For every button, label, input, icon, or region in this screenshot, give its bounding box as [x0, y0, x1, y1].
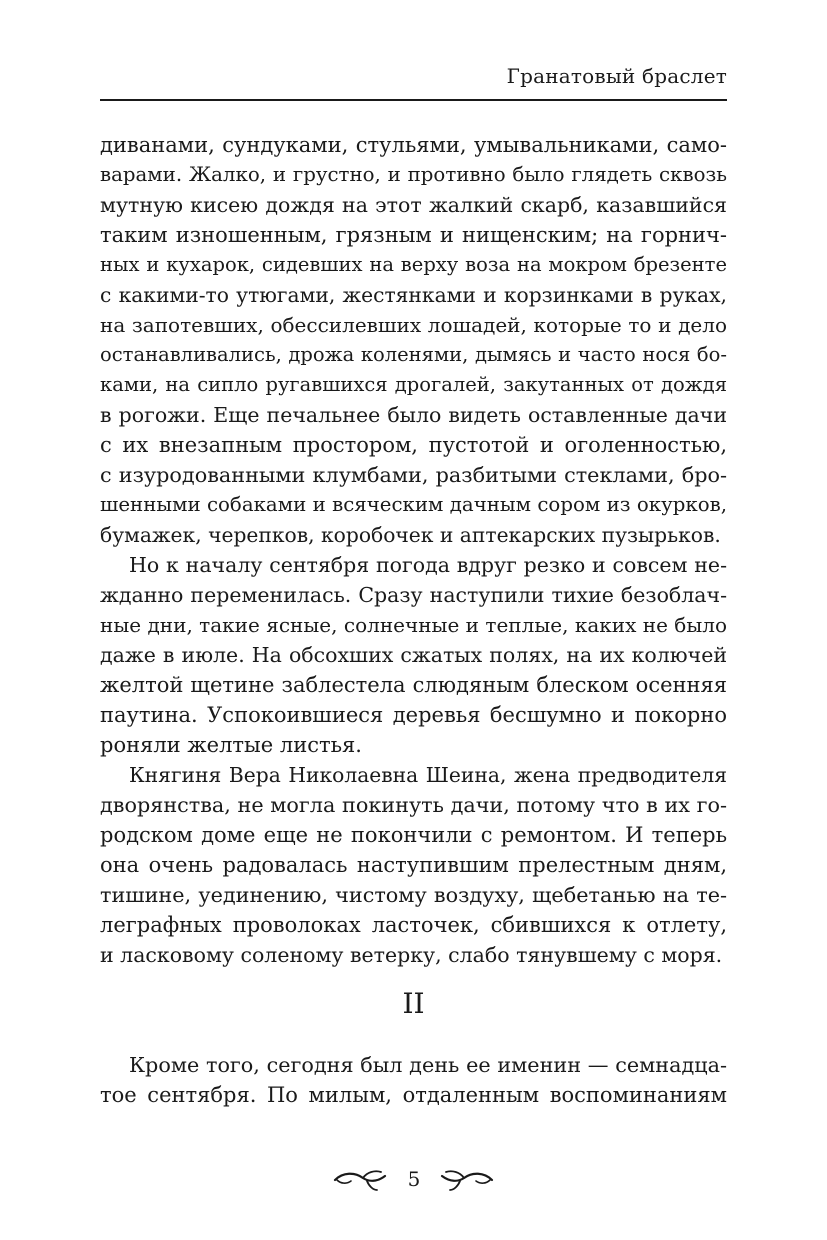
chapter-body	[100, 1050, 727, 1110]
page-footer	[0, 1163, 827, 1199]
text-line: диванами, сундуками, стульями, умывальниками, само-	[100, 133, 727, 157]
text-line: леграфных проволоках ласточек, сбившихся к отлету,	[100, 913, 727, 937]
text-line: мутную кисею дождя на этот жалкий скарб, казавшийся	[100, 193, 727, 217]
paragraph	[100, 550, 727, 760]
running-head: Гранатовый браслет	[506, 64, 727, 88]
text-line: роняли желтые листья.	[100, 733, 362, 757]
text-line: ные дни, такие ясные, солнечные и теплые, каких не было	[100, 613, 727, 637]
text-line: желтой щетине заблестела слюдяным блеском осенняя	[100, 673, 727, 697]
text-line: жданно переменилась. Сразу наступили тихие безоблач-	[100, 583, 727, 607]
page-body	[100, 130, 727, 970]
text-line: тое сентября. По милым, отдаленным воспоминаниям	[100, 1083, 727, 1107]
text-line: Кроме того, сегодня был день ее именин — семнадца-	[129, 1053, 727, 1077]
flourish-ornament-icon	[440, 1166, 494, 1194]
text-line: ками, на сипло ругавшихся дрогалей, закутанных от дождя	[100, 373, 727, 396]
text-line: таким изношенным, грязным и нищенским; на горнич-	[100, 223, 727, 247]
paragraph	[100, 760, 727, 970]
text-line: на запотевших, обессилевших лошадей, которые то и дело	[100, 313, 727, 337]
text-line: в рогожи. Еще печальнее было видеть оставленные дачи	[100, 403, 727, 427]
text-line: паутина. Успокоившиеся деревья бесшумно и покорно	[100, 703, 727, 727]
paragraph	[100, 130, 727, 550]
header-rule	[100, 99, 727, 101]
flourish-ornament-icon	[333, 1166, 387, 1194]
text-line: останавливались, дрожа коленями, дымясь и часто нося бо-	[100, 343, 727, 366]
text-line: с изуродованными клумбами, разбитыми стеклами, бро-	[100, 463, 727, 487]
text-line: шенными собаками и всяческим дачным сором из окурков,	[100, 493, 727, 516]
text-line: Но к началу сентября погода вдруг резко и совсем не-	[129, 553, 727, 577]
text-line: варами. Жалко, и грустно, и противно было глядеть сквозь	[100, 163, 727, 186]
text-line: с какими-то утюгами, жестянками и корзинками в руках,	[100, 283, 727, 307]
text-line: тишине, уединению, чистому воздуху, щебетанью на те-	[100, 883, 727, 907]
text-line: ных и кухарок, сидевших на верху воза на мокром брезенте	[100, 253, 727, 276]
text-line: она очень радовалась наступившим прелестным дням,	[100, 853, 727, 877]
paragraph	[100, 1050, 727, 1110]
page-number: 5	[407, 1167, 421, 1191]
text-line: Княгиня Вера Николаевна Шеина, жена предводителя	[129, 763, 727, 787]
text-line: с их внезапным простором, пустотой и оголенностью,	[100, 433, 727, 457]
text-line: и ласковому соленому ветерку, слабо тянувшему с моря.	[100, 943, 723, 967]
text-line: дворянства, не могла покинуть дачи, потому что в их го-	[100, 793, 727, 817]
text-line: даже в июле. На обсохших сжатых полях, на их колючей	[100, 643, 727, 667]
chapter-heading: II	[402, 987, 425, 1020]
text-line: бумажек, черепков, коробочек и аптекарских пузырьков.	[100, 523, 721, 547]
text-line: родском доме еще не покончили с ремонтом. И теперь	[100, 823, 727, 847]
